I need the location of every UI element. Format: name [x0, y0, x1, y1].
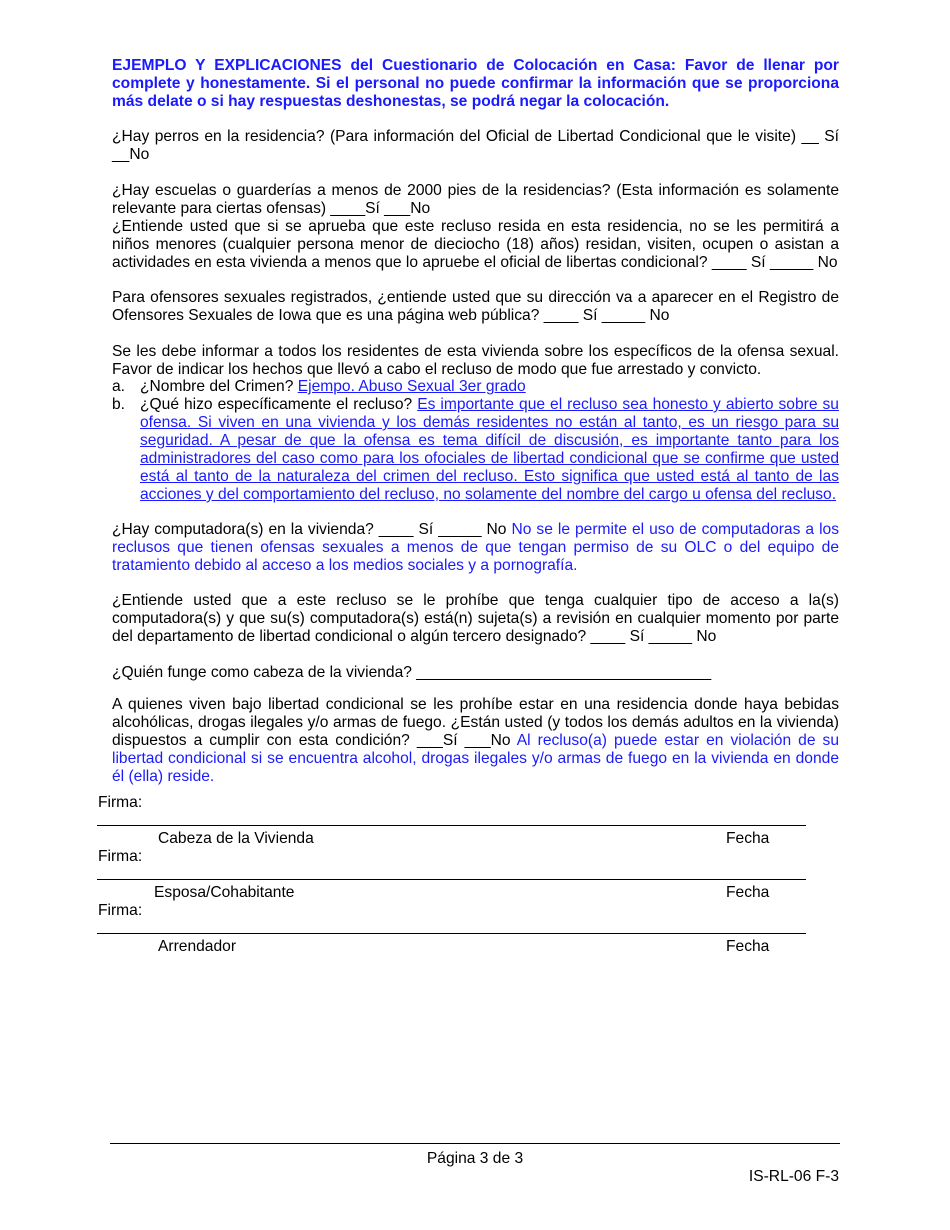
signature-date-label: Fecha [726, 830, 770, 847]
question-registry: Para ofensores sexuales registrados, ¿entiende usted que su dirección va a aparecer en el Registro de Ofensores Sexuales de Iowa que es una página web pública? ____ Sí _____ No [112, 289, 839, 324]
what-happened-explanation: Es importante que el recluso sea honesto y abierto sobre su ofensa. Si viven en una vivienda y los demás residentes no están al tanto, es un riesgo para su seguridad. A pesar de que la ofensa es tema difícil de discusión, es importante tanto para los administradores del caso como para los ofociales de libertad condicional que se confirme que usted está al tanto de la naturaleza del crimen del recluso. Esto significa que usted está al tanto de las acciones y del comportamiento del recluso, no solamente del nombre del cargo u ofensa del recluso. [140, 396, 839, 503]
question-computer-access: ¿Entiende usted que a este recluso se le prohíbe que tenga cualquier tipo de acceso a la(s) computadora(s) y que su(s) computadora(s) está(n) sujeta(s) a revisión en cualquier momento por parte del departamento de libertad condicional o algún tercero designado? ____ Sí _____ No [112, 592, 839, 645]
question-computer [112, 521, 839, 575]
question-inform-residents: Se les debe informar a todos los residentes de esta vivienda sobre los específicos de la ofensa sexual. Favor de indicar los hechos que llevó a cabo el recluso de modo que fue arrestado y convicto. [112, 343, 839, 378]
alcohol-question: A quienes viven bajo libertad condicional se les prohíbe estar en una residencia donde haya bebidas alcohólicas, drogas ilegales y/o armas de fuego. ¿Están usted (y todos los demás adultos en la vivienda) dispuestos a cumplir con esta condición? ___Sí ___No [112, 696, 839, 749]
question-head-of-household: ¿Quién funge como cabeza de la vivienda? __________________________________ [112, 664, 712, 681]
intro-instructions: EJEMPLO Y EXPLICACIONES del Cuestionario de Colocación en Casa: Favor de llenar por complete y honestamente. Si el personal no puede confirmar la información que se proporciona más delate o si hay respuestas deshonestas, se podrá negar la colocación. [112, 57, 839, 110]
signature-label: Firma: [98, 848, 143, 865]
item-crime-name [112, 378, 839, 396]
item-question: ¿Nombre del Crimen? [140, 378, 298, 395]
signature-line[interactable] [97, 879, 806, 880]
signature-label: Firma: [98, 902, 143, 919]
signature-role: Esposa/Cohabitante [154, 884, 295, 901]
signature-label: Firma: [98, 794, 143, 811]
page-number: Página 3 de 3 [426, 1150, 524, 1167]
question-dogs: ¿Hay perros en la residencia? (Para información del Oficial de Libertad Condicional que le visite) __ Sí __No [112, 128, 839, 163]
item-marker: b. [112, 396, 126, 413]
signature-line[interactable] [97, 933, 806, 934]
signature-role: Cabeza de la Vivienda [158, 830, 314, 847]
crime-name-example: Ejempo. Abuso Sexual 3er grado [297, 378, 526, 395]
signature-date-label: Fecha [726, 884, 770, 901]
question-minors: ¿Entiende usted que si se aprueba que este recluso resida en esta residencia, no se les permitirá a niños menores (cualquier persona menor de dieciocho (18) años) residan, visiten, ocupen o asistan a actividades en esta vivienda a menos que lo apruebe el oficial de libertas condicional? ____ Sí _____ No [112, 218, 839, 271]
computer-note: No se le permite el uso de computadoras a los reclusos que tienen ofensas sexuales a menos de que tengan permiso de su OLC o del equipo de tratamiento debido al acceso a los medios sociales y a pornografía. [112, 521, 839, 574]
form-code: IS-RL-06 F-3 [748, 1168, 839, 1185]
question-schools: ¿Hay escuelas o guarderías a menos de 2000 pies de la residencias? (Esta información es solamente relevante para ciertas ofensas) ____Sí ___No [112, 182, 839, 217]
footer-divider [110, 1143, 840, 1144]
signature-role: Arrendador [158, 938, 237, 955]
computer-question: ¿Hay computadora(s) en la vivienda? ____ Sí _____ No [112, 521, 512, 538]
item-question: ¿Qué hizo específicamente el recluso? [140, 396, 418, 413]
item-marker: a. [112, 378, 126, 395]
alcohol-note: Al recluso(a) puede estar en violación de su libertad condicional si se encuentra alcohol, drogas ilegales y/o armas de fuego en la vivienda en donde él (ella) reside. [112, 732, 839, 785]
question-alcohol-drugs-weapons [112, 696, 839, 786]
signature-date-label: Fecha [726, 938, 770, 955]
signature-line[interactable] [97, 825, 806, 826]
item-what-happened [112, 396, 839, 504]
